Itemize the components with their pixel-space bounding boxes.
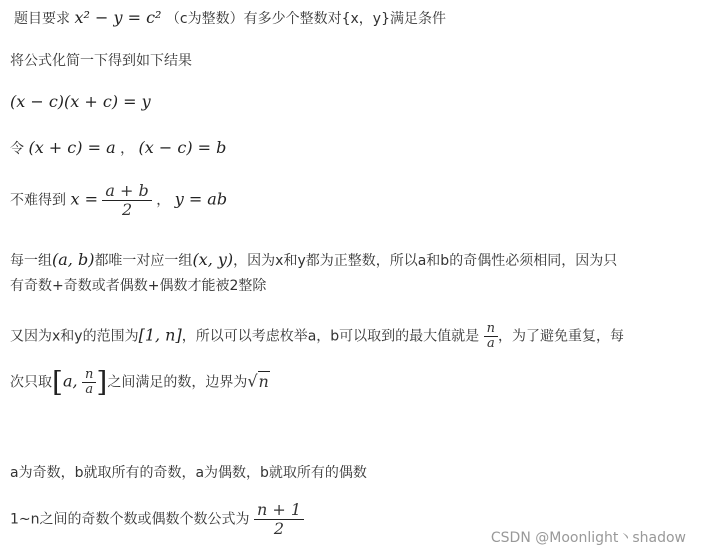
count-fraction-denominator: 2 <box>254 519 304 538</box>
csdn-watermark: CSDN @Moonlight丶shadow <box>490 530 686 546</box>
range-interval: [1, n] <box>138 325 182 345</box>
range-max-fraction <box>484 322 498 351</box>
range-max-denominator: a <box>484 336 498 351</box>
line-result <box>10 182 227 219</box>
sqrt-symbol: √ <box>247 371 258 391</box>
line-factored <box>10 92 151 113</box>
factored-equation: (x − c)(x + c) = y <box>10 92 151 111</box>
line-substitution <box>10 138 226 159</box>
range-max-numerator: n <box>486 321 496 336</box>
result-prefix: 不难得到 <box>10 192 66 209</box>
result-y: y = ab <box>174 189 228 209</box>
bound-right-bracket: ] <box>96 365 108 399</box>
pairing-ab: (a, b) <box>52 250 95 269</box>
pairing-text-3: ，因为x和y都为正整数，所以a和b的奇偶性必须相同，因为只 <box>233 253 618 269</box>
line-count-formula <box>10 501 304 538</box>
bound-fraction-numerator: n <box>85 367 94 382</box>
bound-fraction <box>82 368 96 397</box>
count-formula-text: 1~n之间的奇数个数或偶数个数公式为 <box>10 511 250 528</box>
line-range <box>10 322 624 351</box>
line-simplify: 将公式化简一下得到如下结果 <box>10 53 192 69</box>
substitution-a: (x + c) = a <box>28 138 116 157</box>
substitution-prefix: 令 <box>10 141 24 157</box>
bound-a: a, <box>62 371 78 391</box>
result-x: x = <box>70 189 98 209</box>
problem-prefix: 题目要求 <box>14 11 70 27</box>
result-sep: ， <box>156 192 171 209</box>
line-pairing <box>10 250 617 271</box>
line-odd-even: a为奇数，b就取所有的奇数，a为偶数，b就取所有的偶数 <box>10 465 367 481</box>
problem-equation: x² − y = c² <box>74 8 162 27</box>
range-text-2: ，所以可以考虑枚举a，b可以取到的最大值就是 <box>181 328 480 345</box>
result-fraction-numerator: a + b <box>105 181 149 200</box>
line-bound <box>10 365 270 399</box>
bound-sqrt <box>247 371 270 391</box>
range-text-1: 又因为x和y的范围为 <box>10 328 139 345</box>
sqrt-radicand: n <box>258 371 269 391</box>
bound-fraction-denominator: a <box>82 382 96 397</box>
result-fraction-denominator: 2 <box>102 200 151 219</box>
bound-text-2: 之间满足的数，边界为 <box>107 374 248 391</box>
range-text-3: ，为了避免重复，每 <box>498 328 625 345</box>
substitution-sep: ， <box>120 141 135 157</box>
result-fraction <box>102 182 151 219</box>
pairing-xy: (x, y) <box>192 250 234 269</box>
pairing-text-2: 都唯一对应一组 <box>94 253 193 269</box>
problem-suffix: （c为整数）有多少个整数对{x，y}满足条件 <box>165 11 447 27</box>
line-problem <box>14 8 446 29</box>
count-fraction-numerator: n + 1 <box>256 500 302 519</box>
line-parity: 有奇数+奇数或者偶数+偶数才能被2整除 <box>10 278 267 294</box>
count-fraction <box>254 501 304 538</box>
bound-text-1: 次只取 <box>10 374 52 391</box>
pairing-text-1: 每一组 <box>10 253 52 269</box>
bound-left-bracket: [ <box>52 365 63 399</box>
substitution-b: (x − c) = b <box>138 138 227 157</box>
